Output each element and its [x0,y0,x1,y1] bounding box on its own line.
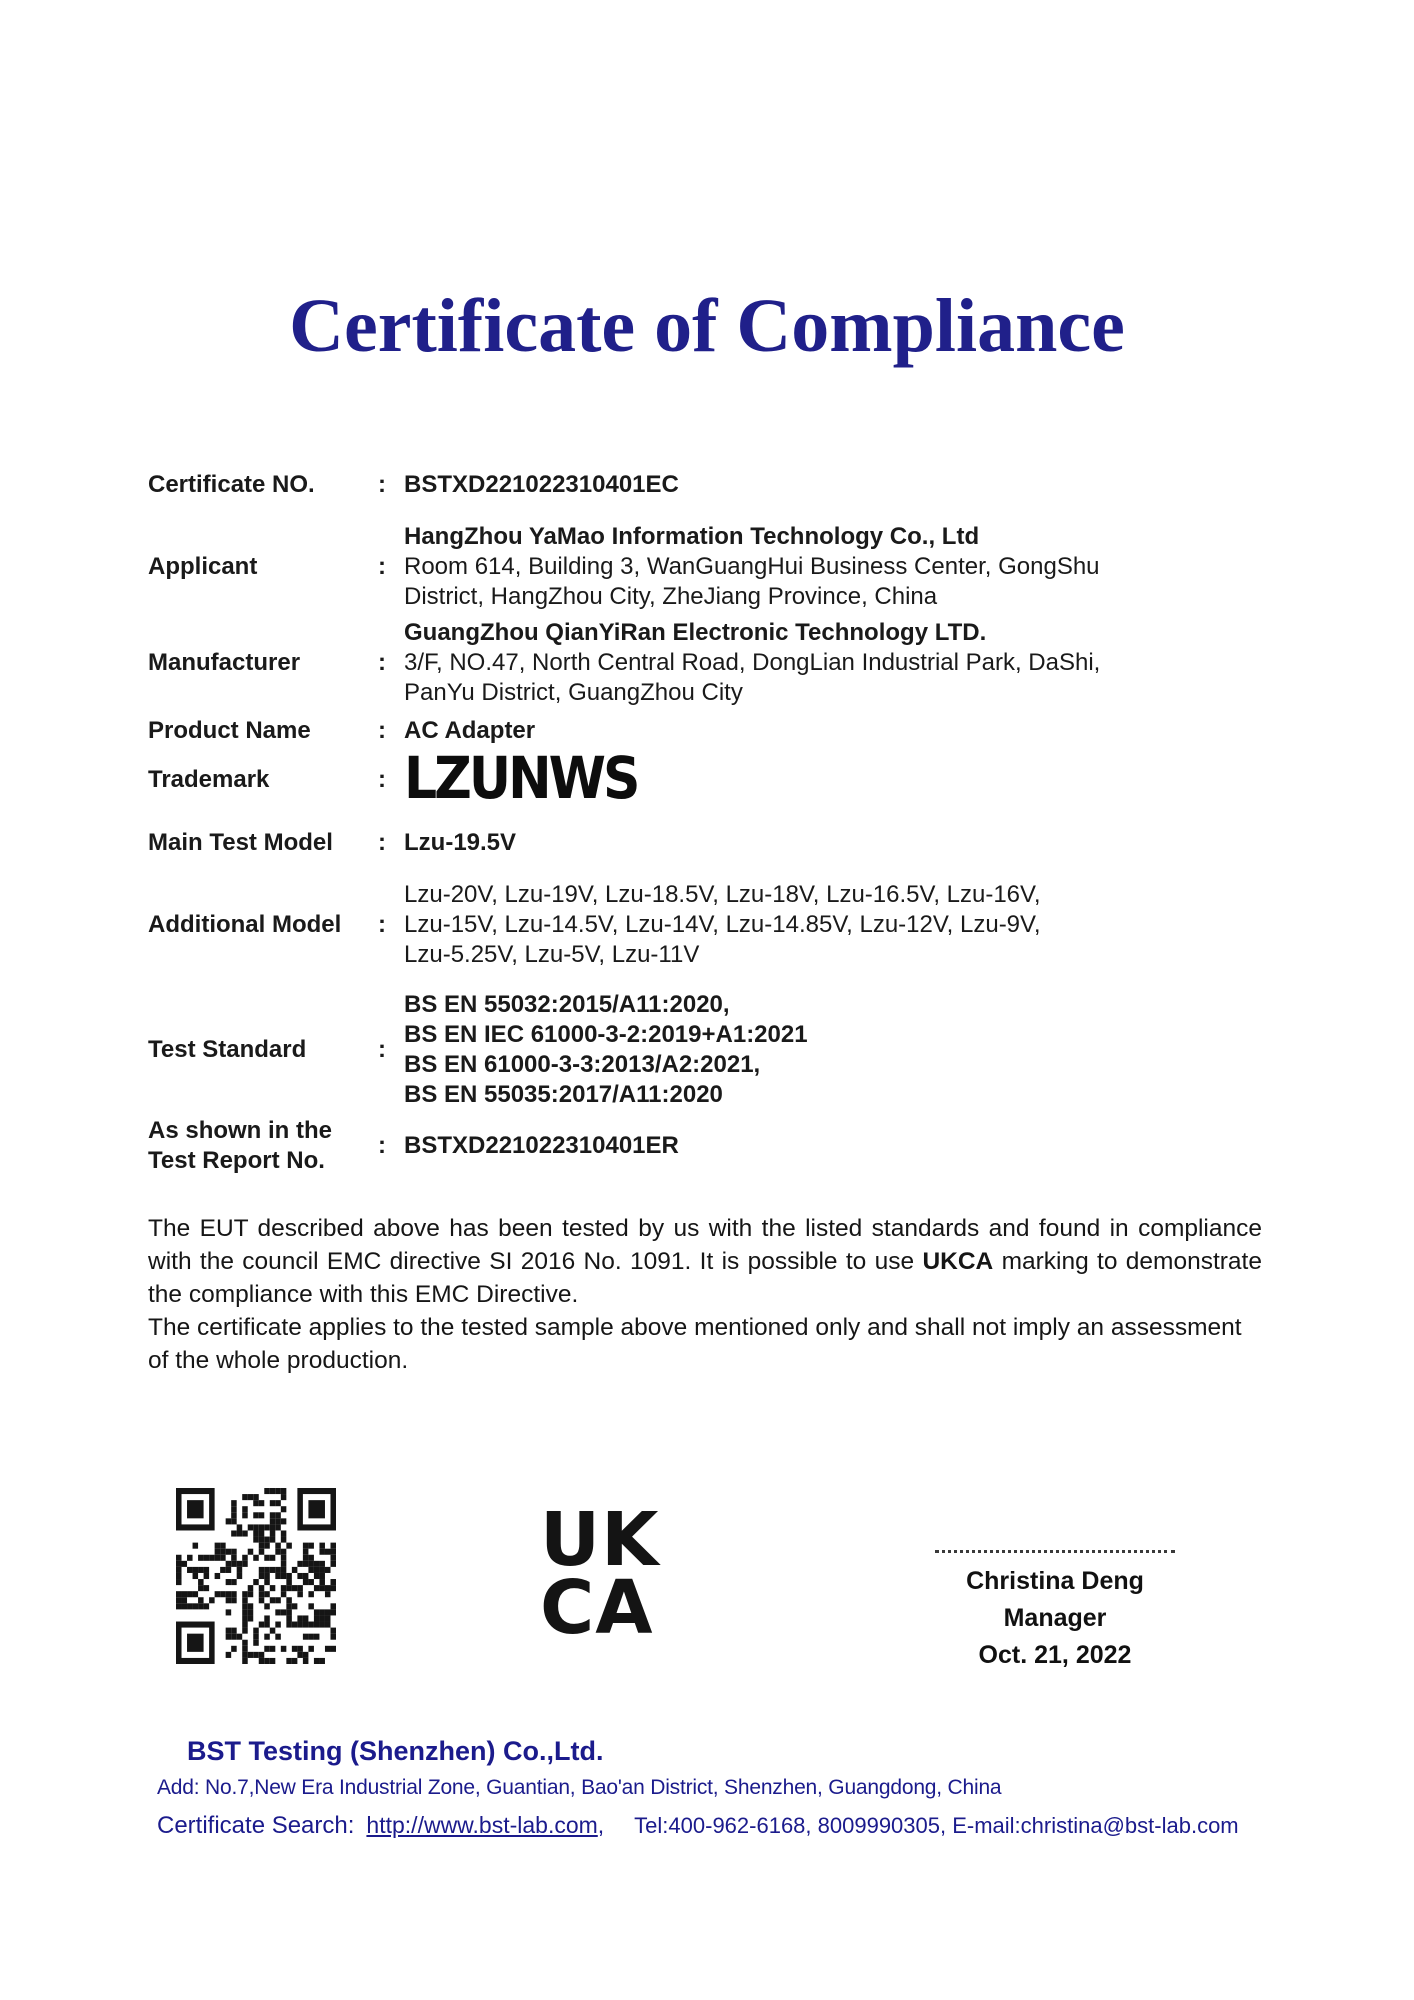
main-test-model-value: Lzu-19.5V [404,829,517,856]
test-standard-line3: BS EN 61000-3-3:2013/A2:2021, [404,1051,761,1078]
manufacturer-name: GuangZhou QianYiRan Electronic Technology LTD. [404,619,987,646]
field-colon: : [378,766,386,793]
statement-paragraph-1 [148,1212,1262,1311]
ukca-bold-text: UKCA [922,1248,994,1275]
ukca-mark-line2: CA [540,1565,654,1652]
certificate-title: Certificate of Compliance [289,284,1125,368]
field-colon: : [378,649,386,676]
certificate-search-label: Certificate Search: [157,1812,355,1839]
field-colon: : [378,911,386,938]
qr-code [176,1488,336,1664]
footer-contact: Tel:400-962-6168, 8009990305, E-mail:christina@bst-lab.com [634,1813,1239,1838]
field-row-main-test-model [148,828,1273,858]
test-report-label-line1: As shown in the [148,1117,333,1144]
field-colon: : [378,1036,386,1063]
signatory-role: Manager [1003,1604,1107,1632]
additional-model-line3: Lzu-5.25V, Lzu-5V, Lzu-11V [404,941,700,968]
additional-model-line1: Lzu-20V, Lzu-19V, Lzu-18.5V, Lzu-18V, Lzu-16.5V, Lzu-16V, [404,881,1041,908]
additional-model-line2: Lzu-15V, Lzu-14.5V, Lzu-14V, Lzu-14.85V, Lzu-12V, Lzu-9V, [404,911,1041,938]
field-colon: : [378,553,386,580]
field-colon: : [378,717,386,744]
test-standard-line2: BS EN IEC 61000-3-2:2019+A1:2021 [404,1021,808,1048]
field-label: Main Test Model [148,829,333,856]
field-row-test-standard [148,990,1273,1110]
trademark-logo: LZUNWS [404,745,638,813]
test-standard-value [404,990,1273,1110]
manufacturer-address-line1: 3/F, NO.47, North Central Road, DongLian Industrial Park, DaShi, [404,649,1101,676]
applicant-name: HangZhou YaMao Information Technology Co., Ltd [404,523,980,550]
test-report-number: BSTXD221022310401ER [404,1132,679,1159]
search-separator: , [597,1812,605,1838]
field-label: Test Standard [148,1036,307,1063]
field-label: Product Name [148,717,311,744]
test-standard-line1: BS EN 55032:2015/A11:2020, [404,991,730,1018]
field-label [148,1116,378,1176]
ukca-mark [540,1497,660,1652]
signature-block [935,1550,1175,1674]
field-colon: : [378,829,386,856]
applicant-address-line1: Room 614, Building 3, WanGuangHui Business Center, GongShu [404,553,1100,580]
ukca-mark-line1: UK [540,1497,660,1583]
signature-date: Oct. 21, 2022 [978,1641,1132,1669]
additional-model-value [404,880,1273,970]
signatory-name: Christina Deng [966,1567,1144,1595]
field-colon: : [378,1132,386,1159]
field-row-product-name [148,716,1273,746]
signature-dotted-line [935,1550,1175,1553]
manufacturer-address-line2: PanYu District, GuangZhou City [404,679,743,706]
field-label: Certificate NO. [148,471,315,498]
product-name-value: AC Adapter [404,717,536,744]
manufacturer-value [404,618,1273,708]
footer-company-name: BST Testing (Shenzhen) Co.,Ltd. [187,1736,604,1766]
field-label: Manufacturer [148,649,301,676]
qr-code-image [176,1488,336,1664]
field-label: Additional Model [148,911,342,938]
certificate-search-link[interactable]: http://www.bst-lab.com [366,1812,598,1838]
field-label: Trademark [148,766,270,793]
field-row-additional-model [148,880,1273,970]
test-standard-line4: BS EN 55035:2017/A11:2020 [404,1081,723,1108]
field-row-certificate-no [148,470,1273,500]
test-report-label-line2: Test Report No. [148,1147,325,1174]
applicant-address-line2: District, HangZhou City, ZheJiang Province, China [404,583,938,610]
field-colon: : [378,471,386,498]
field-row-applicant [148,522,1273,612]
footer-certificate-search [157,1812,1239,1840]
applicant-value [404,522,1273,612]
statement-paragraph-2: The certificate applies to the tested sample above mentioned only and shall not imply an assessment of the whole production. [148,1314,1242,1374]
certificate-number: BSTXD221022310401EC [404,471,679,498]
compliance-statement [148,1212,1262,1377]
field-label: Applicant [148,553,258,580]
statement-text: marking to demonstrate the compliance with this EMC Directive. [148,1248,1262,1308]
field-row-manufacturer [148,618,1273,708]
field-row-test-report [148,1116,1273,1176]
footer-address: Add: No.7,New Era Industrial Zone, Guantian, Bao'an District, Shenzhen, Guangdong, China [157,1776,1002,1799]
field-row-trademark [148,745,1273,813]
statement-text: The EUT described above has been tested by us with the listed standards and found in compliance with the council EMC directive SI 2016 No. 1091. It is possible to use [148,1215,1262,1275]
